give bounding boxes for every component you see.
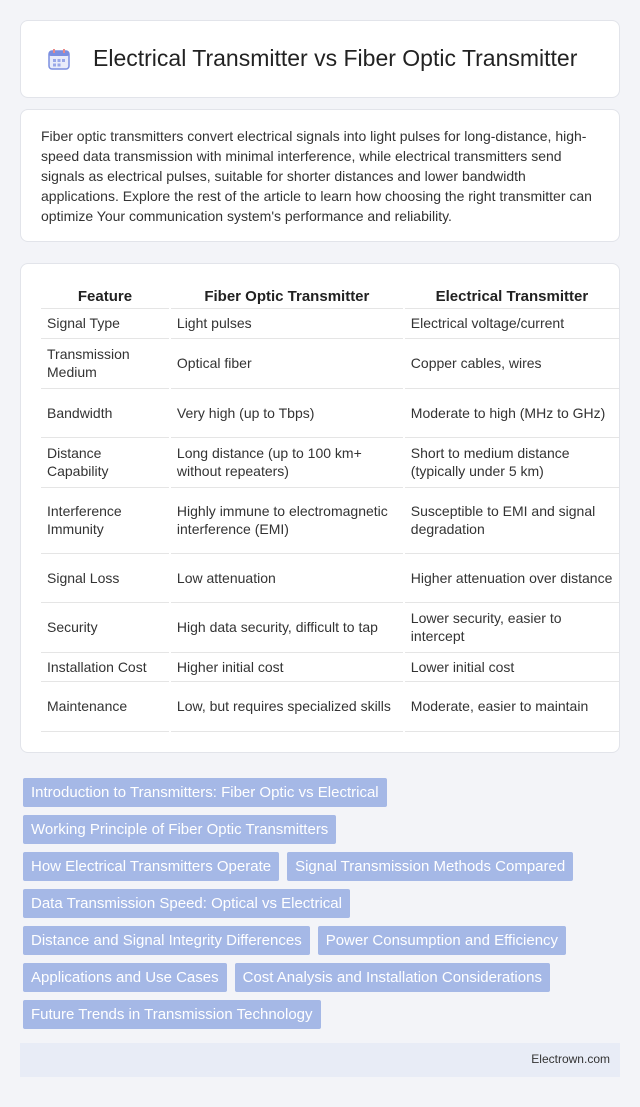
table-row — [41, 437, 619, 487]
header-electrical: Electrical Transmitter — [404, 282, 619, 308]
table-cell: Copper cables, wires — [404, 338, 619, 388]
tag-future-trends[interactable]: Future Trends in Transmission Technology — [23, 1000, 321, 1029]
table-cell: Bandwidth — [41, 388, 170, 437]
table-cell: Distance Capability — [41, 437, 170, 487]
table-row — [41, 602, 619, 652]
table-cell: Security — [41, 602, 170, 652]
table-cell: Lower initial cost — [404, 652, 619, 681]
page-title: Electrical Transmitter vs Fiber Optic Transmitter — [93, 45, 578, 71]
topic-tags — [23, 778, 617, 1037]
tag-row — [23, 815, 617, 844]
header-card — [20, 20, 620, 98]
table-header-row — [41, 282, 619, 308]
tag-distance[interactable]: Distance and Signal Integrity Differences — [23, 926, 310, 955]
table-cell: Transmission Medium — [41, 338, 170, 388]
table-cell: Short to medium distance (typically under 5 km) — [404, 437, 619, 487]
table-cell: Highly immune to electromagnetic interference (EMI) — [170, 487, 404, 553]
table-row — [41, 308, 619, 338]
tag-signal-methods[interactable]: Signal Transmission Methods Compared — [287, 852, 573, 881]
footer — [20, 1043, 620, 1077]
table-row — [41, 338, 619, 388]
table-cell: Signal Loss — [41, 553, 170, 602]
tag-speed[interactable]: Data Transmission Speed: Optical vs Electrical — [23, 889, 350, 918]
tag-row — [23, 852, 617, 881]
table-cell: High data security, difficult to tap — [170, 602, 404, 652]
table-cell: Susceptible to EMI and signal degradation — [404, 487, 619, 553]
table-cell: Installation Cost — [41, 652, 170, 681]
header-fiber-optic: Fiber Optic Transmitter — [170, 282, 404, 308]
table-cell: Lower security, easier to intercept — [404, 602, 619, 652]
tag-working-principle[interactable]: Working Principle of Fiber Optic Transmitters — [23, 815, 336, 844]
tag-electrical-operate[interactable]: How Electrical Transmitters Operate — [23, 852, 279, 881]
table-cell: Maintenance — [41, 681, 170, 731]
table-row — [41, 652, 619, 681]
table-row — [41, 553, 619, 602]
table-cell: Long distance (up to 100 km+ without repeaters) — [170, 437, 404, 487]
comparison-table — [41, 282, 619, 732]
tag-row — [23, 963, 617, 992]
table-cell: Light pulses — [170, 308, 404, 338]
table-cell: Electrical voltage/current — [404, 308, 619, 338]
table-row — [41, 681, 619, 731]
table-cell: Higher initial cost — [170, 652, 404, 681]
header-feature: Feature — [41, 282, 170, 308]
footer-site[interactable]: Electrown.com — [531, 1052, 610, 1066]
tag-row — [23, 889, 617, 918]
table-cell: Moderate to high (MHz to GHz) — [404, 388, 619, 437]
tag-power[interactable]: Power Consumption and Efficiency — [318, 926, 566, 955]
tag-row — [23, 778, 617, 807]
table-cell: Low attenuation — [170, 553, 404, 602]
intro-card — [20, 109, 620, 242]
table-row — [41, 487, 619, 553]
table-cell: Very high (up to Tbps) — [170, 388, 404, 437]
table-cell: Interference Immunity — [41, 487, 170, 553]
table-cell: Signal Type — [41, 308, 170, 338]
tag-row — [23, 926, 617, 955]
table-cell: Moderate, easier to maintain — [404, 681, 619, 731]
tag-cost[interactable]: Cost Analysis and Installation Considerations — [235, 963, 550, 992]
table-row — [41, 388, 619, 437]
calendar-icon — [47, 47, 71, 71]
tag-introduction[interactable]: Introduction to Transmitters: Fiber Optic vs Electrical — [23, 778, 387, 807]
tag-applications[interactable]: Applications and Use Cases — [23, 963, 227, 992]
tag-row — [23, 1000, 617, 1029]
comparison-table-card — [20, 263, 620, 753]
intro-text: Fiber optic transmitters convert electrical signals into light pulses for long-distance, high-speed data transmission with minimal interference, while electrical transmitters send signals as electrical pulses, suitable for shorter distances and lower bandwidth applications. Explore the rest of the article to learn how choosing the right transmitter can optimize Your communication system's performance and reliability. — [41, 128, 592, 224]
table-cell: Low, but requires specialized skills — [170, 681, 404, 731]
table-cell: Higher attenuation over distance — [404, 553, 619, 602]
table-cell: Optical fiber — [170, 338, 404, 388]
